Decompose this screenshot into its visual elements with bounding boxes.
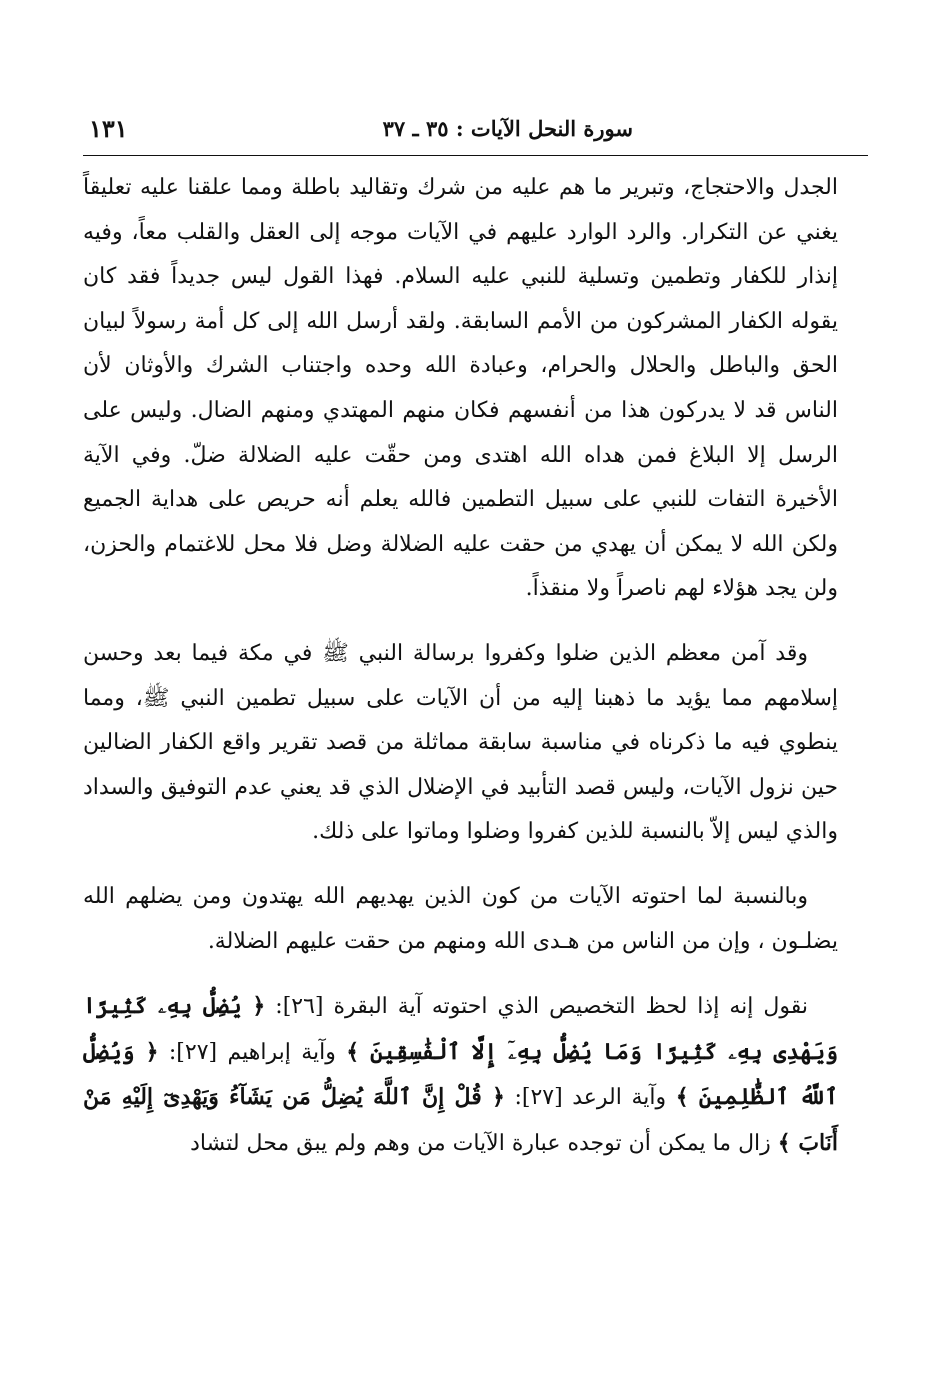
running-title: سورة النحل الآيات : ٣٥ ـ ٣٧ [382,116,633,141]
paragraph-4-text-1: نقول إنه إذا لحظ التخصيص الذي احتوته آية البقرة [٢٦]: [265,994,809,1020]
paragraph-4-text-2: وآية إبراهيم [٢٧]: [158,1039,347,1065]
paragraph-3: وبالنسبة لما احتوته الآيات من كون الذين يهديهم الله يهتدون ومن يضلهم الله يضلـون ، وإن من الناس من هـدى الله ومنهم من حقت عليهم الضلالة. [83,883,838,954]
main-text [83,166,838,1166]
paragraph-4-text-3: وآية الرعد [٢٧]: [504,1085,676,1111]
paragraph-4-text-4: زال ما يمكن أن توجده عبارة الآيات من وهم ولم يبق محل لتشاد [190,1130,778,1156]
page-header [83,112,868,152]
quran-quote-ibrahim: ﴿ وَيُضِلُّ ٱللَّهُ ٱلظَّٰلِمِينَ ﴾ [83,1038,838,1111]
quran-quote-raad: ﴿ قُلْ إِنَّ ٱللَّهَ يُضِلُّ مَن يَشَآءُ وَيَهْدِىٓ إِلَيْهِ مَنْ أَنَابَ ﴾ [83,1084,838,1156]
paragraph-1: الجدل والاحتجاج، وتبرير ما هم عليه من شرك وتقاليد باطلة ومما علقنا عليه تعليقاً يغني عن التكرار. والرد الوارد عليهم في الآيات موجه إلى العقل والقلب معاً، وفيه إنذار للكفار وتطمين وتسلية للنبي عليه السلام. فهذا القول ليس جديداً فقد كان يقوله الكفار المشركون من الأمم السابقة. ولقد أرسل الله إلى كل أمة رسولاً لبيان الحق والباطل والحلال والحرام، وعبادة الله وحده واجتناب الشرك والأوثان لأن الناس قد لا يدركون هذا من أنفسهم فكان منهم المهتدي ومنهم الضال. وليس على الرسل إلا البلاغ فمن هداه الله اهتدى ومن حقّت عليه الضلالة ضلّ. وفي الآية الأخيرة التفات للنبي على سبيل التطمين فالله يعلم أنه حريص على هداية الجميع ولكن الله لا يمكن أن يهدي من حقت عليه الضلالة وضل فلا محل للاغتمام والحزن، ولن يجد هؤلاء لهم ناصراً ولا منقذاً. [83,175,838,602]
page-number: ١٣١ [89,114,128,143]
paragraph-2: وقد آمن معظم الذين ضلوا وكفروا برسالة النبي ﷺ في مكة فيما بعد وحسن إسلامهم مما يؤيد ما ذهبنا إليه من أن الآيات على سبيل تطمين النبي ﷺ، ومما ينطوي فيه ما ذكرناه في مناسبة سابقة مماثلة من قصد تقرير واقع الكفار الضالين حين نزول الآيات، وليس قصد التأبيد في الإضلال الذي قد يعني عدم التوفيق والسداد والذي ليس إلاّ بالنسبة للذين كفروا وضلوا وماتوا على ذلك. [83,640,838,845]
quran-quote-baqarah: ﴿ يُضِلُّ بِهِۦ كَثِيرًا وَيَهْدِى بِهِۦ كَثِيرًا وَمَا يُضِلُّ بِهِۦٓ إِلَّا ٱلْفَٰسِقِينَ ﴾ [83,993,838,1065]
header-divider [83,155,868,156]
paragraph-4 [83,984,838,1166]
